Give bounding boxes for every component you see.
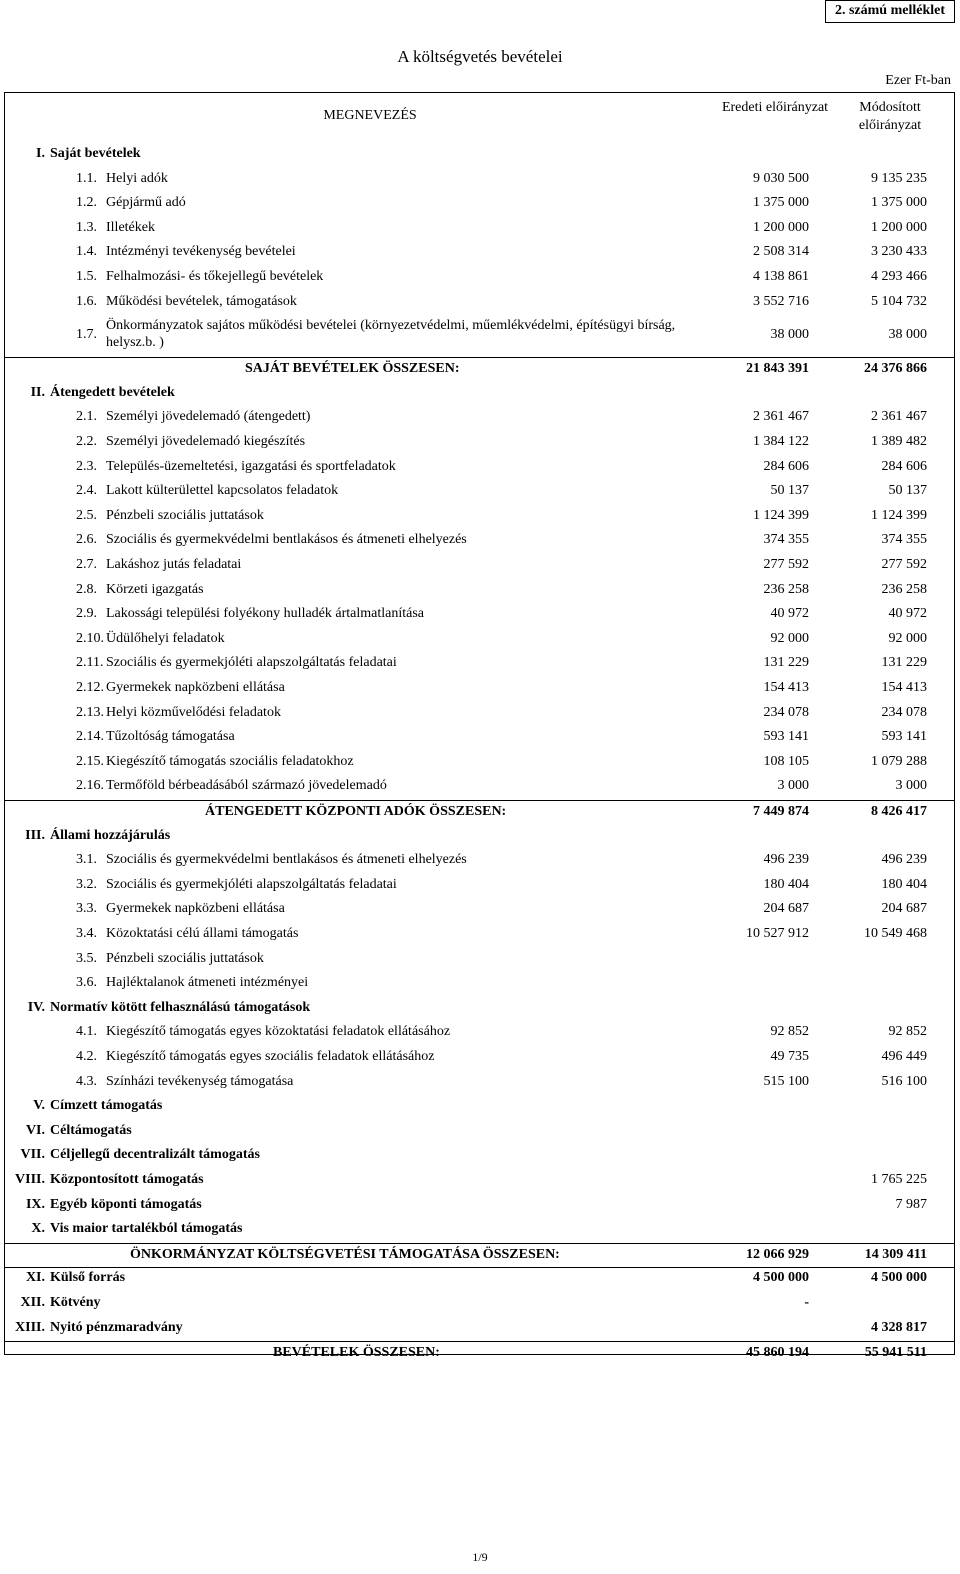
- modified-value: 7 987: [895, 1196, 927, 1212]
- section-heading: [5, 143, 954, 167]
- modified-value: 234 078: [881, 704, 927, 720]
- row-label: Helyi adók: [106, 170, 168, 186]
- table-row: [5, 554, 954, 578]
- table-row: [5, 266, 954, 290]
- section-number: IV.: [27, 999, 45, 1015]
- row-label: Hajléktalanok átmeneti intézményei: [106, 975, 309, 991]
- row-label: Pénzbeli szociális juttatások: [106, 507, 264, 523]
- original-value: 496 239: [763, 852, 809, 868]
- table-row: [5, 849, 954, 873]
- table-row: [5, 972, 954, 996]
- section-number: XII.: [20, 1295, 45, 1310]
- row-label: Személyi jövedelemadó (átengedett): [106, 409, 311, 425]
- budget-support-total: [5, 1243, 954, 1267]
- modified-value: 10 549 468: [864, 926, 927, 941]
- original-value: 92 852: [770, 1024, 809, 1040]
- original-value: 108 105: [763, 753, 809, 769]
- row-number: 2.9.: [76, 606, 97, 622]
- section-number: II.: [30, 384, 45, 400]
- modified-total: 55 941 511: [864, 1345, 927, 1361]
- row-label: Szociális és gyermekvédelmi bentlakásos és átmeneti elhelyezés: [106, 852, 467, 868]
- table-row: [5, 775, 954, 799]
- original-total: 45 860 194: [746, 1345, 809, 1361]
- modified-value: 236 258: [881, 581, 927, 597]
- row-number: 3.1.: [76, 852, 97, 868]
- original-value: 3 000: [777, 778, 809, 794]
- table-row: [5, 751, 954, 775]
- row-label: Kiegészítő támogatás szociális feladatokhoz: [106, 753, 354, 769]
- table-row: [5, 217, 954, 241]
- original-value: 50 137: [770, 483, 809, 499]
- row-label: Helyi közművelődési feladatok: [106, 704, 281, 720]
- row-label: Termőföld bérbeadásából származó jövedelemadó: [106, 778, 387, 794]
- row-number: 3.6.: [76, 975, 97, 991]
- original-value: 49 735: [770, 1049, 809, 1064]
- row-number: 3.2.: [76, 876, 97, 892]
- total-label: ÁTENGEDETT KÖZPONTI ADÓK ÖSSZESEN:: [205, 804, 507, 819]
- modified-value: 131 229: [881, 655, 927, 671]
- section-title: Állami hozzájárulás: [50, 827, 171, 843]
- section-title: Kötvény: [50, 1295, 101, 1310]
- header-original: Eredeti előirányzat: [721, 100, 829, 115]
- row-label: Szociális és gyermekjóléti alapszolgáltatás feladatai: [106, 876, 397, 892]
- original-value: 40 972: [770, 606, 809, 622]
- table-row: [5, 628, 954, 652]
- modified-value: 180 404: [881, 876, 927, 892]
- original-value: 38 000: [770, 327, 809, 343]
- annex-label: 2. számú melléklet: [825, 0, 955, 23]
- table-row: [5, 898, 954, 922]
- table-row: [5, 291, 954, 315]
- original-total: 21 843 391: [746, 361, 809, 377]
- row-label: Település-üzemeltetési, igazgatási és sportfeladatok: [106, 458, 396, 474]
- row-number: 2.12.: [76, 680, 104, 695]
- section-title: Saját bevételek: [50, 146, 141, 161]
- section-title: Címzett támogatás: [50, 1098, 163, 1114]
- row-label: Szociális és gyermekjóléti alapszolgáltatás feladatai: [106, 655, 397, 671]
- section-heading: [5, 1144, 954, 1168]
- original-value: 374 355: [763, 532, 809, 548]
- total-label: ÖNKORMÁNYZAT KÖLTSÉGVETÉSI TÁMOGATÁSA ÖSSZESEN:: [130, 1246, 560, 1262]
- row-number: 1.4.: [76, 244, 97, 260]
- table-row: [5, 529, 954, 553]
- row-number: 4.3.: [76, 1073, 97, 1089]
- row-label: Intézményi tevékenység bevételei: [106, 244, 296, 260]
- modified-value: 38 000: [888, 327, 927, 343]
- original-value: 515 100: [763, 1073, 809, 1089]
- original-value: 234 078: [763, 704, 809, 720]
- row-number: 2.14.: [76, 729, 104, 745]
- modified-total: 8 426 417: [871, 804, 927, 819]
- table-row: [5, 456, 954, 480]
- row-number: 1.6.: [76, 293, 97, 309]
- modified-value: 284 606: [881, 458, 927, 474]
- row-number: 2.5.: [76, 507, 97, 523]
- row-number: 3.5.: [76, 950, 97, 966]
- original-value: 2 361 467: [753, 409, 809, 425]
- modified-value: 4 328 817: [871, 1319, 927, 1335]
- table-row: [5, 923, 954, 947]
- section-heading: [5, 1194, 954, 1218]
- row-number: 2.7.: [76, 557, 97, 572]
- grand-total: [5, 1341, 954, 1365]
- row-number: 2.16.: [76, 778, 104, 794]
- original-value: 204 687: [763, 901, 809, 917]
- section-title: Központosított támogatás: [50, 1172, 204, 1187]
- modified-total: 14 309 411: [864, 1246, 927, 1262]
- section-title: Vis maior tartalékból támogatás: [50, 1221, 243, 1237]
- modified-value: 5 104 732: [871, 293, 927, 309]
- own-revenue-total: [5, 357, 954, 381]
- modified-value: 496 239: [881, 852, 927, 868]
- row-number: 1.3.: [76, 219, 97, 235]
- row-label: Közoktatási célú állami támogatás: [106, 926, 299, 941]
- section-heading: [5, 1095, 954, 1119]
- row-number: 3.3.: [76, 901, 97, 917]
- row-label: Gépjármű adó: [106, 195, 186, 211]
- row-label: Körzeti igazgatás: [106, 581, 204, 597]
- row-label: Kiegészítő támogatás egyes közoktatási feladatok ellátásához: [106, 1024, 451, 1040]
- section-number: XI.: [25, 1270, 45, 1286]
- section-number: VIII.: [15, 1172, 45, 1187]
- row-label: Gyermekek napközbeni ellátása: [106, 680, 285, 695]
- table-row: [5, 505, 954, 529]
- row-number: 2.15.: [76, 753, 104, 769]
- original-value: 277 592: [763, 557, 809, 572]
- section-number: X.: [31, 1221, 45, 1237]
- table-row: [5, 652, 954, 676]
- modified-value: 2 361 467: [871, 409, 927, 425]
- section-heading: [5, 1169, 954, 1193]
- section-title: Átengedett bevételek: [50, 384, 175, 400]
- original-value: 284 606: [763, 458, 809, 474]
- total-label: SAJÁT BEVÉTELEK ÖSSZESEN:: [245, 361, 460, 377]
- modified-value: 277 592: [881, 557, 927, 572]
- original-value: 92 000: [770, 630, 809, 646]
- original-value: 1 384 122: [753, 434, 809, 449]
- original-value: 154 413: [763, 680, 809, 695]
- transferred-tax-total: [5, 800, 954, 824]
- modified-value: 3 230 433: [871, 244, 927, 260]
- section-title: Nyitó pénzmaradvány: [50, 1319, 183, 1335]
- table-row: [5, 726, 954, 750]
- table-row: [5, 702, 954, 726]
- table-row: [5, 948, 954, 972]
- unit-label: Ezer Ft-ban: [885, 73, 951, 88]
- modified-value: 496 449: [881, 1049, 927, 1064]
- revenue-table: [4, 92, 955, 1361]
- row-number: 2.13.: [76, 704, 104, 720]
- row-label: Felhalmozási- és tőkejellegű bevételek: [106, 269, 324, 284]
- modified-value: 1 389 482: [871, 434, 927, 449]
- original-total: 7 449 874: [753, 804, 809, 819]
- row-label: Színházi tevékenység támogatása: [106, 1073, 294, 1089]
- row-label: Lakossági települési folyékony hulladék ártalmatlanítása: [106, 606, 425, 622]
- header-modified: Módosított előirányzat: [858, 100, 922, 133]
- row-label: Lakott külterülettel kapcsolatos feladatok: [106, 483, 339, 499]
- section-number: V.: [33, 1098, 45, 1114]
- original-value: 1 375 000: [753, 195, 809, 211]
- section-number: VI.: [25, 1122, 45, 1138]
- table-row: [5, 579, 954, 603]
- row-number: 3.4.: [76, 926, 97, 941]
- row-number: 2.11.: [76, 655, 104, 671]
- section-heading: [5, 1292, 954, 1316]
- section-title: Céltámogatás: [50, 1122, 132, 1138]
- modified-value: 154 413: [881, 680, 927, 695]
- modified-value: 204 687: [881, 901, 927, 917]
- table-row: [5, 406, 954, 430]
- header-name: MEGNEVEZÉS: [323, 108, 417, 123]
- page-number: 1/9: [472, 1550, 488, 1564]
- modified-value: 3 000: [895, 778, 927, 794]
- original-value: 236 258: [763, 581, 809, 597]
- modified-value: 1 375 000: [871, 195, 927, 211]
- row-number: 4.1.: [76, 1024, 97, 1040]
- total-label: BEVÉTELEK ÖSSZESEN:: [273, 1345, 440, 1361]
- modified-value: 593 141: [881, 729, 927, 745]
- original-value: 10 527 912: [746, 926, 809, 941]
- table-row: [5, 168, 954, 192]
- modified-value: 1 200 000: [871, 219, 927, 235]
- row-number: 2.10.: [76, 630, 104, 646]
- section-heading: [5, 825, 954, 849]
- modified-value: 50 137: [888, 483, 927, 499]
- row-label: Illetékek: [106, 219, 155, 235]
- modified-value: 92 000: [888, 630, 927, 646]
- section-number: IX.: [25, 1196, 45, 1212]
- row-label: Személyi jövedelemadó kiegészítés: [106, 434, 306, 449]
- section-number: I.: [36, 146, 45, 161]
- original-value: 3 552 716: [753, 293, 809, 309]
- modified-value: 40 972: [888, 606, 927, 622]
- original-value: 2 508 314: [753, 244, 809, 260]
- original-value: 4 138 861: [753, 269, 809, 284]
- row-number: 2.2.: [76, 434, 97, 449]
- row-number: 1.7.: [76, 327, 97, 343]
- section-title: Céljellegű decentralizált támogatás: [50, 1147, 260, 1163]
- row-label: Lakáshoz jutás feladatai: [106, 557, 242, 572]
- original-value: 1 200 000: [753, 219, 809, 235]
- modified-total: 24 376 866: [864, 361, 927, 377]
- section-heading: [5, 1120, 954, 1144]
- section-title: Normatív kötött felhasználású támogatások: [50, 999, 311, 1015]
- table-row: [5, 431, 954, 455]
- section-heading: [5, 1218, 954, 1242]
- table-row: [5, 241, 954, 265]
- section-title: Külső forrás: [50, 1270, 126, 1286]
- table-row: [5, 1046, 954, 1070]
- original-value: 9 030 500: [753, 170, 809, 186]
- original-value: -: [804, 1295, 809, 1310]
- row-label: Szociális és gyermekvédelmi bentlakásos és átmeneti elhelyezés: [106, 532, 467, 548]
- table-row: [5, 677, 954, 701]
- modified-value: 1 765 225: [871, 1172, 927, 1187]
- page-title: A költségvetés bevételei: [397, 47, 563, 66]
- table-row: [5, 480, 954, 504]
- original-value: 1 124 399: [753, 507, 809, 523]
- row-number: 2.4.: [76, 483, 97, 499]
- row-number: 4.2.: [76, 1049, 97, 1064]
- row-number: 1.1.: [76, 170, 97, 186]
- original-value: 131 229: [763, 655, 809, 671]
- table-row: [5, 874, 954, 898]
- original-value: 593 141: [763, 729, 809, 745]
- modified-value: 92 852: [888, 1024, 927, 1040]
- modified-value: 9 135 235: [871, 170, 927, 186]
- section-heading: [5, 1267, 954, 1291]
- modified-value: 1 079 288: [871, 753, 927, 769]
- section-heading: [5, 382, 954, 406]
- row-label: Kiegészítő támogatás egyes szociális feladatok ellátásához: [106, 1049, 435, 1064]
- modified-value: 374 355: [881, 532, 927, 548]
- table-header: [5, 93, 954, 143]
- table-row: [5, 315, 954, 357]
- row-number: 2.1.: [76, 409, 97, 425]
- row-label: Önkormányzatok sajátos működési bevételei (környezetvédelmi, műemlékvédelmi, építésügyi bírság, helysz.b. ): [106, 318, 676, 351]
- section-heading: [5, 1317, 954, 1341]
- section-number: VII.: [20, 1147, 45, 1163]
- section-heading: [5, 997, 954, 1021]
- row-number: 2.8.: [76, 581, 97, 597]
- modified-value: 516 100: [881, 1073, 927, 1089]
- modified-value: 4 500 000: [871, 1270, 927, 1286]
- original-value: 4 500 000: [753, 1270, 809, 1286]
- row-number: 2.6.: [76, 532, 97, 548]
- row-label: Gyermekek napközbeni ellátása: [106, 901, 285, 917]
- table-row: [5, 603, 954, 627]
- modified-value: 4 293 466: [871, 269, 927, 284]
- row-label: Pénzbeli szociális juttatások: [106, 950, 264, 966]
- row-number: 2.3.: [76, 458, 97, 474]
- section-number: III.: [25, 827, 45, 843]
- row-number: 1.5.: [76, 269, 97, 284]
- row-label: Tűzoltóság támogatása: [106, 729, 235, 745]
- section-title: Egyéb köponti támogatás: [50, 1196, 202, 1212]
- table-row: [5, 192, 954, 216]
- table-row: [5, 1021, 954, 1045]
- original-value: 180 404: [763, 876, 809, 892]
- row-label: Üdülőhelyi feladatok: [106, 630, 225, 646]
- original-total: 12 066 929: [746, 1246, 809, 1262]
- modified-value: 1 124 399: [871, 507, 927, 523]
- row-number: 1.2.: [76, 195, 97, 211]
- section-number: XIII.: [15, 1319, 45, 1335]
- table-row: [5, 1071, 954, 1095]
- row-label: Működési bevételek, támogatások: [106, 293, 297, 309]
